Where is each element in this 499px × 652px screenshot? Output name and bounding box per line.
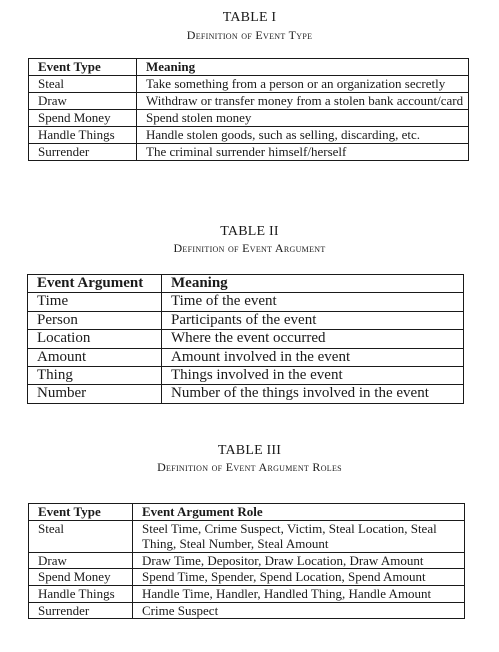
table3-cell-role: Handle Time, Handler, Handled Thing, Handle Amount (133, 585, 465, 602)
table1 (28, 58, 469, 161)
table3-number: TABLE III (217, 443, 282, 458)
table2-cell-argument: Number (28, 385, 162, 403)
table-row (29, 144, 469, 161)
table1-caption: Definition of Event Type (186, 28, 313, 42)
table-row (29, 585, 465, 602)
table3-cell-role: Crime Suspect (133, 602, 465, 619)
table1-cell-meaning: The criminal surrender himself/herself (137, 144, 469, 161)
table-row (29, 127, 469, 144)
table2 (27, 274, 464, 404)
table3-cell-type: Spend Money (29, 569, 133, 586)
table2-header-meaning: Meaning (162, 275, 464, 293)
table-row (29, 520, 465, 552)
table1-cell-type: Handle Things (29, 127, 137, 144)
table-row (28, 367, 464, 385)
table2-header-row (28, 275, 464, 293)
table1-cell-meaning: Spend stolen money (137, 110, 469, 127)
table1-cell-meaning: Handle stolen goods, such as selling, discarding, etc. (137, 127, 469, 144)
table3-cell-role: Spend Time, Spender, Spend Location, Spend Amount (133, 569, 465, 586)
table3-cell-type: Handle Things (29, 585, 133, 602)
table2-cell-meaning: Participants of the event (162, 311, 464, 329)
table3-header-event-type: Event Type (29, 504, 133, 521)
table-row (29, 602, 465, 619)
table-row (28, 348, 464, 366)
table3 (28, 503, 465, 619)
table1-cell-meaning: Take something from a person or an organization secretly (137, 76, 469, 93)
table2-cell-meaning: Where the event occurred (162, 330, 464, 348)
table3-header-row (29, 504, 465, 521)
table2-cell-argument: Location (28, 330, 162, 348)
table-row (28, 330, 464, 348)
table-row (29, 552, 465, 569)
table2-number: TABLE II (220, 224, 279, 239)
table-row (28, 311, 464, 329)
table-row (29, 110, 469, 127)
table2-cell-argument: Thing (28, 367, 162, 385)
table-row (29, 76, 469, 93)
table2-cell-argument: Time (28, 293, 162, 311)
table1-cell-type: Spend Money (29, 110, 137, 127)
table3-cell-role: Draw Time, Depositor, Draw Location, Draw Amount (133, 552, 465, 569)
table2-cell-argument: Amount (28, 348, 162, 366)
table3-cell-type: Surrender (29, 602, 133, 619)
table1-cell-meaning: Withdraw or transfer money from a stolen bank account/card (137, 93, 469, 110)
table1-cell-type: Draw (29, 93, 137, 110)
table-row (28, 293, 464, 311)
table2-header-event-argument: Event Argument (28, 275, 162, 293)
table1-header-meaning: Meaning (137, 59, 469, 76)
table-row (29, 93, 469, 110)
table3-header-argument-role: Event Argument Role (133, 504, 465, 521)
table1-header-event-type: Event Type (29, 59, 137, 76)
table1-header-row (29, 59, 469, 76)
table1-cell-type: Steal (29, 76, 137, 93)
table-row (29, 569, 465, 586)
table3-caption: Definition of Event Argument Roles (157, 460, 342, 474)
table-row (28, 385, 464, 403)
table3-cell-type: Steal (29, 520, 133, 552)
table2-cell-meaning: Number of the things involved in the event (162, 385, 464, 403)
table2-cell-meaning: Time of the event (162, 293, 464, 311)
table2-cell-meaning: Things involved in the event (162, 367, 464, 385)
table1-cell-type: Surrender (29, 144, 137, 161)
table3-cell-type: Draw (29, 552, 133, 569)
table2-cell-meaning: Amount involved in the event (162, 348, 464, 366)
table2-caption: Definition of Event Argument (173, 241, 326, 255)
table3-cell-role: Steel Time, Crime Suspect, Victim, Steal Location, Steal Thing, Steal Number, Steal Amount (133, 520, 465, 552)
table2-cell-argument: Person (28, 311, 162, 329)
table1-number: TABLE I (222, 10, 277, 25)
